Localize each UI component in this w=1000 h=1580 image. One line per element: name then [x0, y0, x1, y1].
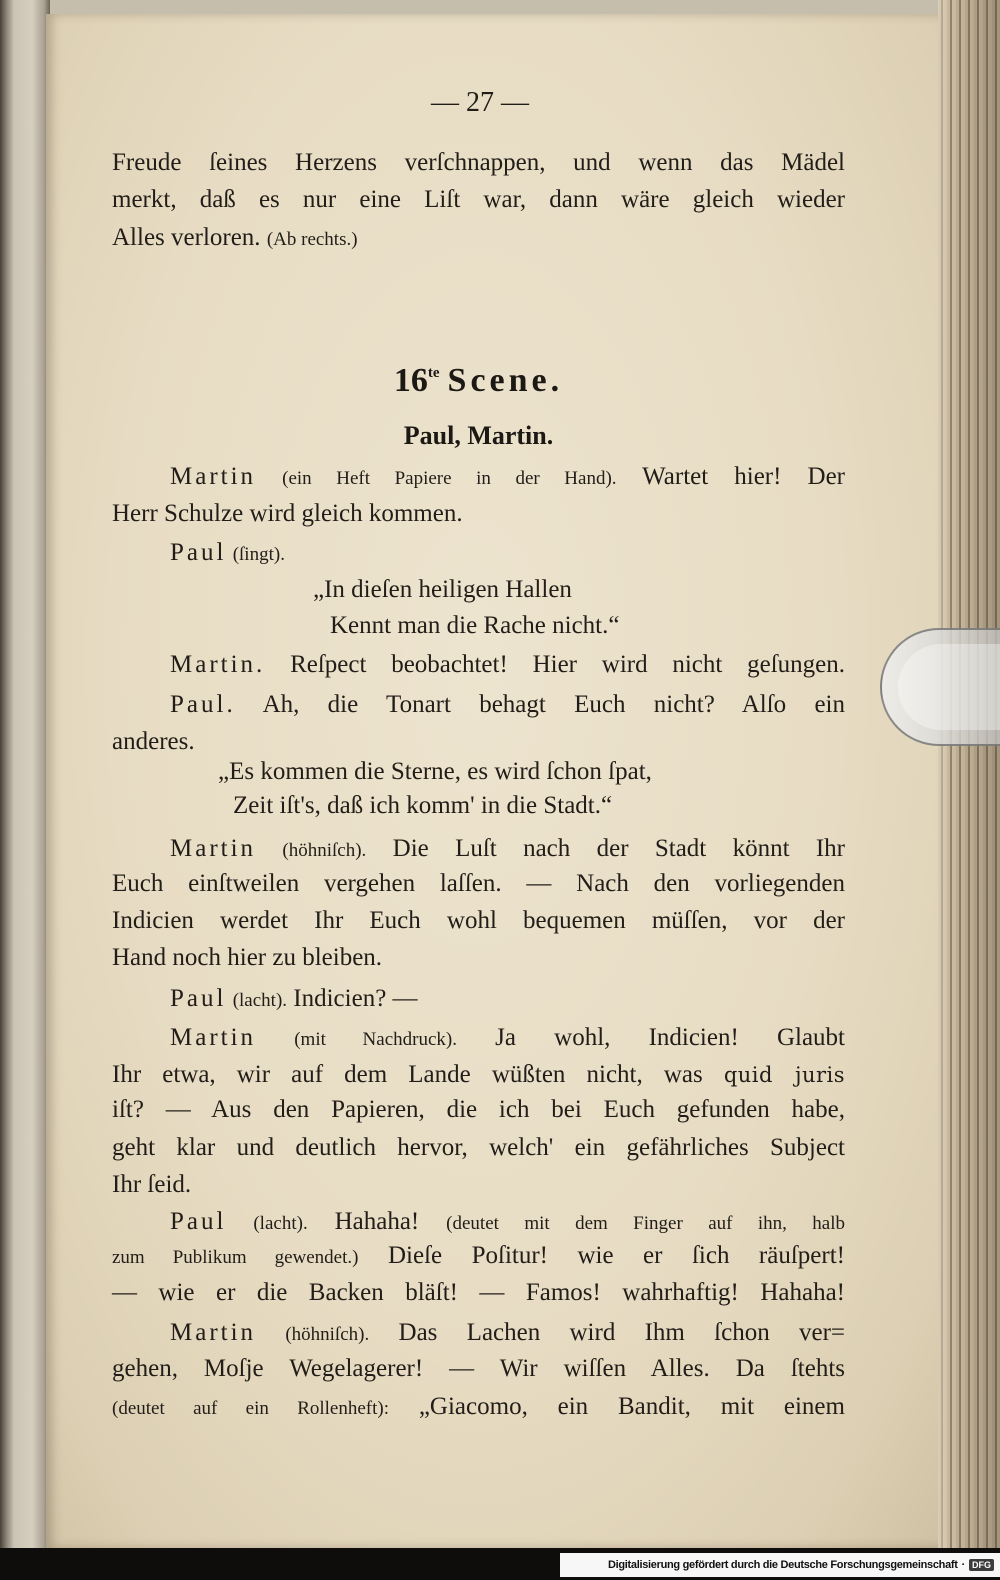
spoken-text: Dieſe Poſitur! wie er ſich räuſpert!	[387, 1242, 845, 1269]
speaker-name: Paul	[170, 539, 227, 566]
spoken-text: Hahaha!	[334, 1208, 420, 1235]
dialogue-line	[112, 903, 845, 939]
spoken-text: Herr Schulze wird gleich kommen.	[112, 500, 463, 527]
text-line	[112, 220, 845, 256]
spoken-text: Hand noch hier zu bleiben.	[112, 944, 383, 971]
speaker-name: Martin	[170, 1319, 257, 1346]
stage-direction: (Ab rechts.)	[266, 229, 358, 250]
verse-line: „Es kommen die Sterne, es wird ſchon ſpat,	[218, 758, 652, 785]
spoken-text: Wartet hier! Der	[642, 463, 845, 490]
speaker-name: Paul	[170, 1208, 227, 1235]
stage-direction: (deutet auf ein Rollenheft):	[112, 1398, 389, 1419]
spoken-text: iſt? — Aus den Papieren, die ich bei Euch gefunden habe,	[112, 1096, 845, 1123]
footer-separator: ·	[961, 1559, 965, 1571]
spoken-text: Indicien? —	[293, 985, 418, 1012]
stage-direction: (höhniſch).	[282, 840, 367, 861]
stage-direction: (höhniſch).	[285, 1324, 370, 1345]
dialogue-line	[112, 1092, 845, 1128]
dfg-logo: DFG	[969, 1559, 994, 1571]
scene-number: 16	[393, 362, 428, 399]
dialogue-line	[170, 535, 845, 571]
funding-text: Digitalisierung gefördert durch die Deutsche Forschungsgemeinschaft	[607, 1559, 958, 1571]
dialogue-line	[112, 1167, 845, 1203]
stage-direction: (lacht).	[232, 990, 288, 1011]
dialogue-line	[170, 1315, 845, 1351]
dialogue-line	[112, 1275, 845, 1311]
spoken-text: „Giacomo, ein Bandit, mit einem	[418, 1393, 845, 1420]
dialogue-line	[112, 496, 845, 532]
scene-heading	[112, 350, 845, 399]
stage-direction: (ſingt).	[232, 544, 285, 565]
stage-direction: (ein Heft Papiere in der Hand).	[282, 468, 617, 489]
dialogue-line	[112, 1238, 845, 1274]
speaker-name: Martin	[170, 835, 257, 862]
stage-direction: (lacht).	[253, 1213, 308, 1234]
page-clip	[880, 628, 1000, 746]
verse-line: Zeit iſt's, daß ich komm' in die Stadt.“	[233, 792, 613, 819]
page-clip-highlight	[898, 644, 1000, 730]
spoken-text: geht klar und deutlich hervor, welch' ein gefährliches Subject	[112, 1134, 845, 1161]
dialogue-line	[170, 831, 845, 867]
spoken-text: Das Lachen wird Ihm ſchon ver=	[398, 1319, 845, 1346]
dialogue-line	[112, 1389, 845, 1425]
speaker-name: Martin	[170, 1024, 257, 1051]
text-line	[112, 182, 845, 218]
spoken-text: Ah, die Tonart behagt Euch nicht? Alſo ein	[262, 691, 845, 718]
speaker-name: Martin	[170, 463, 257, 490]
previous-page-edge	[0, 0, 50, 1548]
spoken-text: Indicien werdet Ihr Euch wohl bequemen müſſen, vor der	[112, 907, 845, 934]
spoken-text: Ja wohl, Indicien! Glaubt	[495, 1024, 846, 1051]
stage-direction: (mit Nachdruck).	[294, 1029, 457, 1050]
verse-line: Kennt man die Rache nicht.“	[330, 612, 620, 639]
dialogue-line	[170, 1020, 845, 1056]
funding-notice	[560, 1553, 1000, 1577]
speaker-name: Martin.	[170, 651, 266, 678]
spoken-text: gehen, Moſje Wegelagerer! — Wir wiſſen Alles. Da ſtehts	[112, 1355, 845, 1382]
dialogue-line	[112, 1351, 845, 1387]
spoken-text: Freude ſeines Herzens verſchnappen, und wenn das Mädel	[112, 149, 845, 176]
spoken-text: Die Luſt nach der Stadt könnt Ihr	[392, 835, 846, 862]
speaker-name: Paul.	[170, 691, 236, 718]
spoken-text: Euch einſtweilen vergehen laſſen. — Nach den vorliegenden	[112, 870, 845, 897]
dialogue-line	[170, 687, 845, 723]
text-line	[112, 145, 845, 181]
spoken-text: Alles verloren.	[112, 224, 261, 251]
stage-direction: (deutet mit dem Finger auf ihn, halb	[446, 1213, 846, 1234]
verse-line: „In dieſen heiligen Hallen	[313, 576, 572, 603]
character-list: Paul, Martin.	[403, 421, 554, 450]
dialogue-line	[170, 981, 845, 1017]
dialogue-line	[170, 459, 845, 495]
dialogue-line	[112, 940, 845, 976]
dialogue-line	[170, 647, 845, 683]
spoken-text: merkt, daß es nur eine Liſt war, dann wäre gleich wieder	[112, 186, 845, 213]
scene-number-suffix: te	[427, 365, 440, 381]
latin-phrase: quid juris	[723, 1063, 846, 1087]
dialogue-line	[170, 1204, 845, 1240]
spoken-text: Ihr etwa, wir auf dem Lande wüßten nicht, was	[112, 1061, 703, 1088]
speaker-name: Paul	[170, 985, 227, 1012]
dialogue-line	[112, 1130, 845, 1166]
spoken-text: anderes.	[112, 728, 195, 755]
dialogue-line	[112, 866, 845, 902]
dialogue-line	[112, 1057, 845, 1093]
stage-direction: zum Publikum gewendet.)	[112, 1247, 359, 1268]
page-number: — 27 —	[431, 87, 529, 118]
spoken-text: Ihr ſeid.	[112, 1171, 192, 1198]
spoken-text: — wie er die Backen bläſt! — Famos! wahrhaftig! Hahaha!	[112, 1279, 845, 1306]
spoken-text: Reſpect beobachtet! Hier wird nicht geſungen.	[290, 651, 845, 678]
scene-title: Scene.	[447, 362, 564, 399]
page-stack-edge	[938, 0, 1000, 1548]
